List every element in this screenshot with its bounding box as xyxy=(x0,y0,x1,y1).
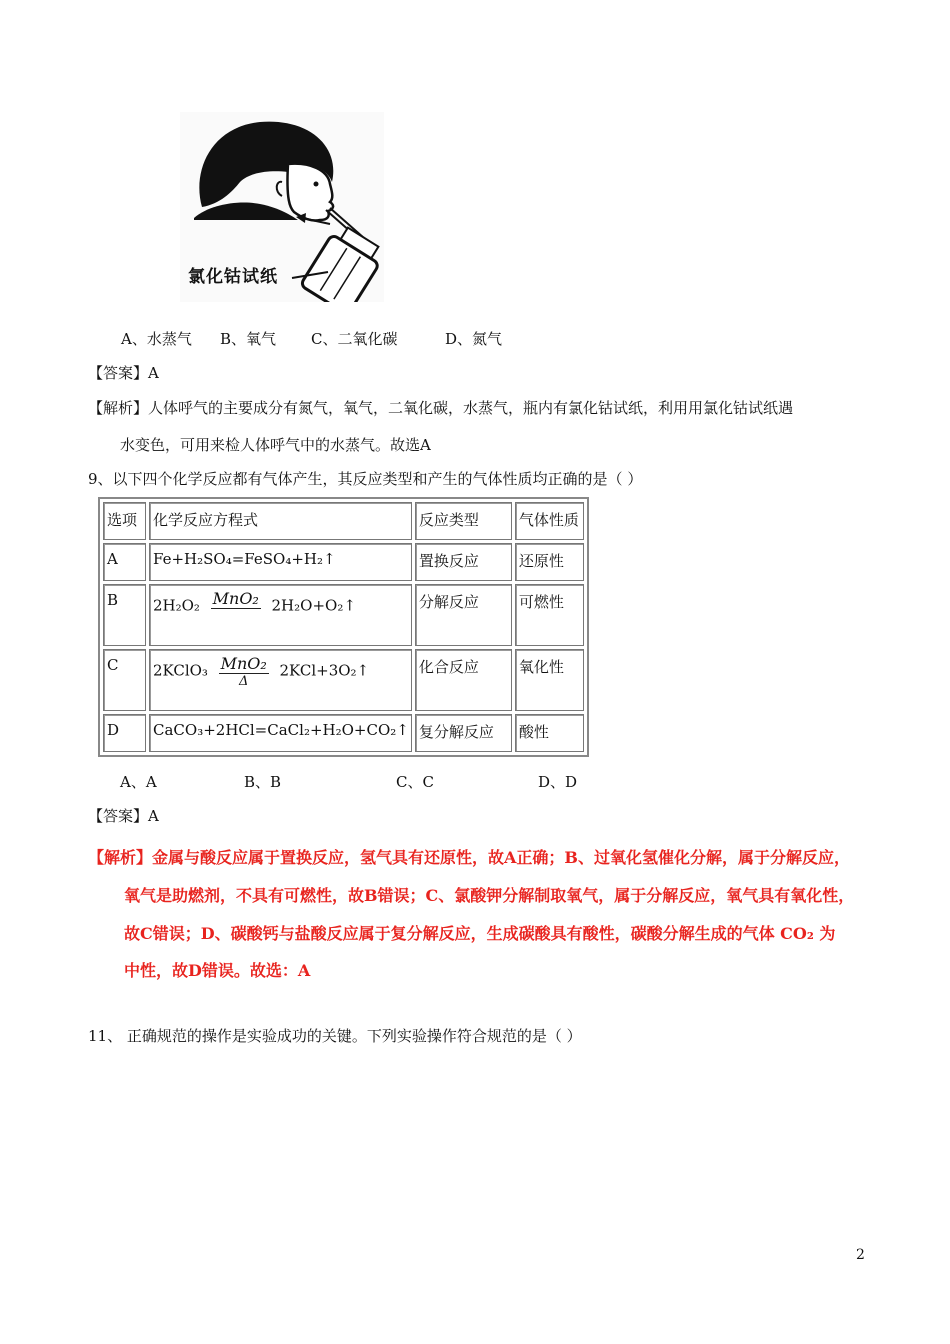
header-equation: 化学反应方程式 xyxy=(149,502,412,540)
q9-analysis-line3: 故C错误；D、碳酸钙与盐酸反应属于复分解反应，生成碳酸具有酸性，碳酸分解生成的气体 CO₂ 为 xyxy=(124,924,836,943)
row-c-condition xyxy=(219,654,269,689)
row-b-catalyst: MnO₂ xyxy=(212,589,259,608)
row-b-property: 可燃性 xyxy=(515,584,584,646)
row-c-heat: Δ xyxy=(239,674,249,689)
q9-question: 9、以下四个化学反应都有气体产生，其反应类型和产生的气体性质均正确的是（ ） xyxy=(88,470,643,488)
q11-question: 11、 正确规范的操作是实验成功的关键。下列实验操作符合规范的是（ ） xyxy=(88,1027,582,1045)
q8-option-b: B、氧气 xyxy=(220,330,277,348)
q8-option-a: A、水蒸气 xyxy=(121,330,192,348)
row-b-equation xyxy=(149,584,412,646)
row-c-eq-right: 2KCl+3O₂↑ xyxy=(279,661,370,680)
row-b-condition xyxy=(211,589,261,624)
q8-analysis-text1: 人体呼气的主要成分有氮气，氧气，二氧化碳，水蒸气，瓶内有氯化钴试纸，利用用氯化钴试纸遇 xyxy=(148,399,794,417)
header-type: 反应类型 xyxy=(415,502,512,540)
row-b-option: B xyxy=(103,584,146,646)
table-header-row xyxy=(103,502,584,540)
q9-choices xyxy=(120,771,600,791)
row-c-catalyst: MnO₂ xyxy=(220,654,267,673)
q9-choice-d: D、D xyxy=(538,773,578,791)
q9-choice-a: A、A xyxy=(120,773,157,791)
q9-answer: 【答案】A xyxy=(88,807,159,825)
header-option: 选项 xyxy=(103,502,146,540)
q8-analysis-line2: 水变色，可用来检人体呼气中的水蒸气。故选A xyxy=(120,436,431,454)
header-property: 气体性质 xyxy=(515,502,584,540)
row-d-type: 复分解反应 xyxy=(415,714,512,752)
q8-options xyxy=(121,328,521,348)
q8-answer: 【答案】A xyxy=(88,364,159,382)
row-c-type: 化合反应 xyxy=(415,649,512,711)
row-a-option: A xyxy=(103,543,146,581)
q8-option-c: C、二氧化碳 xyxy=(311,330,398,348)
page-number: 2 xyxy=(856,1247,865,1263)
q9-analysis-line4: 中性，故D错误。故选：A xyxy=(124,961,311,980)
q9-choice-b: B、B xyxy=(244,773,282,791)
row-d-equation: CaCO₃+2HCl=CaCl₂+H₂O+CO₂↑ xyxy=(149,714,412,752)
q8-analysis-line1 xyxy=(88,397,793,418)
row-a-type: 置换反应 xyxy=(415,543,512,581)
q9-choice-c: C、C xyxy=(396,773,434,791)
row-b-condition-bottom xyxy=(211,609,261,624)
row-b-type: 分解反应 xyxy=(415,584,512,646)
row-d-option: D xyxy=(103,714,146,752)
q8-option-d: D、氮气 xyxy=(445,330,503,348)
breath-test-figure xyxy=(180,112,384,302)
row-d-property: 酸性 xyxy=(515,714,584,752)
q8-analysis-tag: 【解析】 xyxy=(88,399,149,417)
table-row xyxy=(103,649,584,711)
row-b-eq-left: 2H₂O₂ xyxy=(153,596,200,615)
row-c-eq-left: 2KClO₃ xyxy=(153,661,208,680)
row-c-option: C xyxy=(103,649,146,711)
table-row xyxy=(103,584,584,646)
reaction-table xyxy=(98,497,589,757)
table-row xyxy=(103,714,584,752)
q9-analysis-line1: 【解析】金属与酸反应属于置换反应，氢气具有还原性，故A正确；B、过氧化氢催化分解，属于分解反应， xyxy=(88,848,850,867)
table-row xyxy=(103,543,584,581)
row-a-equation: Fe+H₂SO₄=FeSO₄+H₂↑ xyxy=(149,543,412,581)
q9-analysis-line2: 氧气是助燃剂，不具有可燃性，故B错误；C、氯酸钾分解制取氧气，属于分解反应，氧气具有氧化性， xyxy=(124,886,855,905)
row-c-property: 氧化性 xyxy=(515,649,584,711)
row-b-eq-right: 2H₂O+O₂↑ xyxy=(271,596,356,615)
figure-caption: 氯化钴试纸 xyxy=(188,267,278,287)
row-a-property: 还原性 xyxy=(515,543,584,581)
row-c-equation xyxy=(149,649,412,711)
